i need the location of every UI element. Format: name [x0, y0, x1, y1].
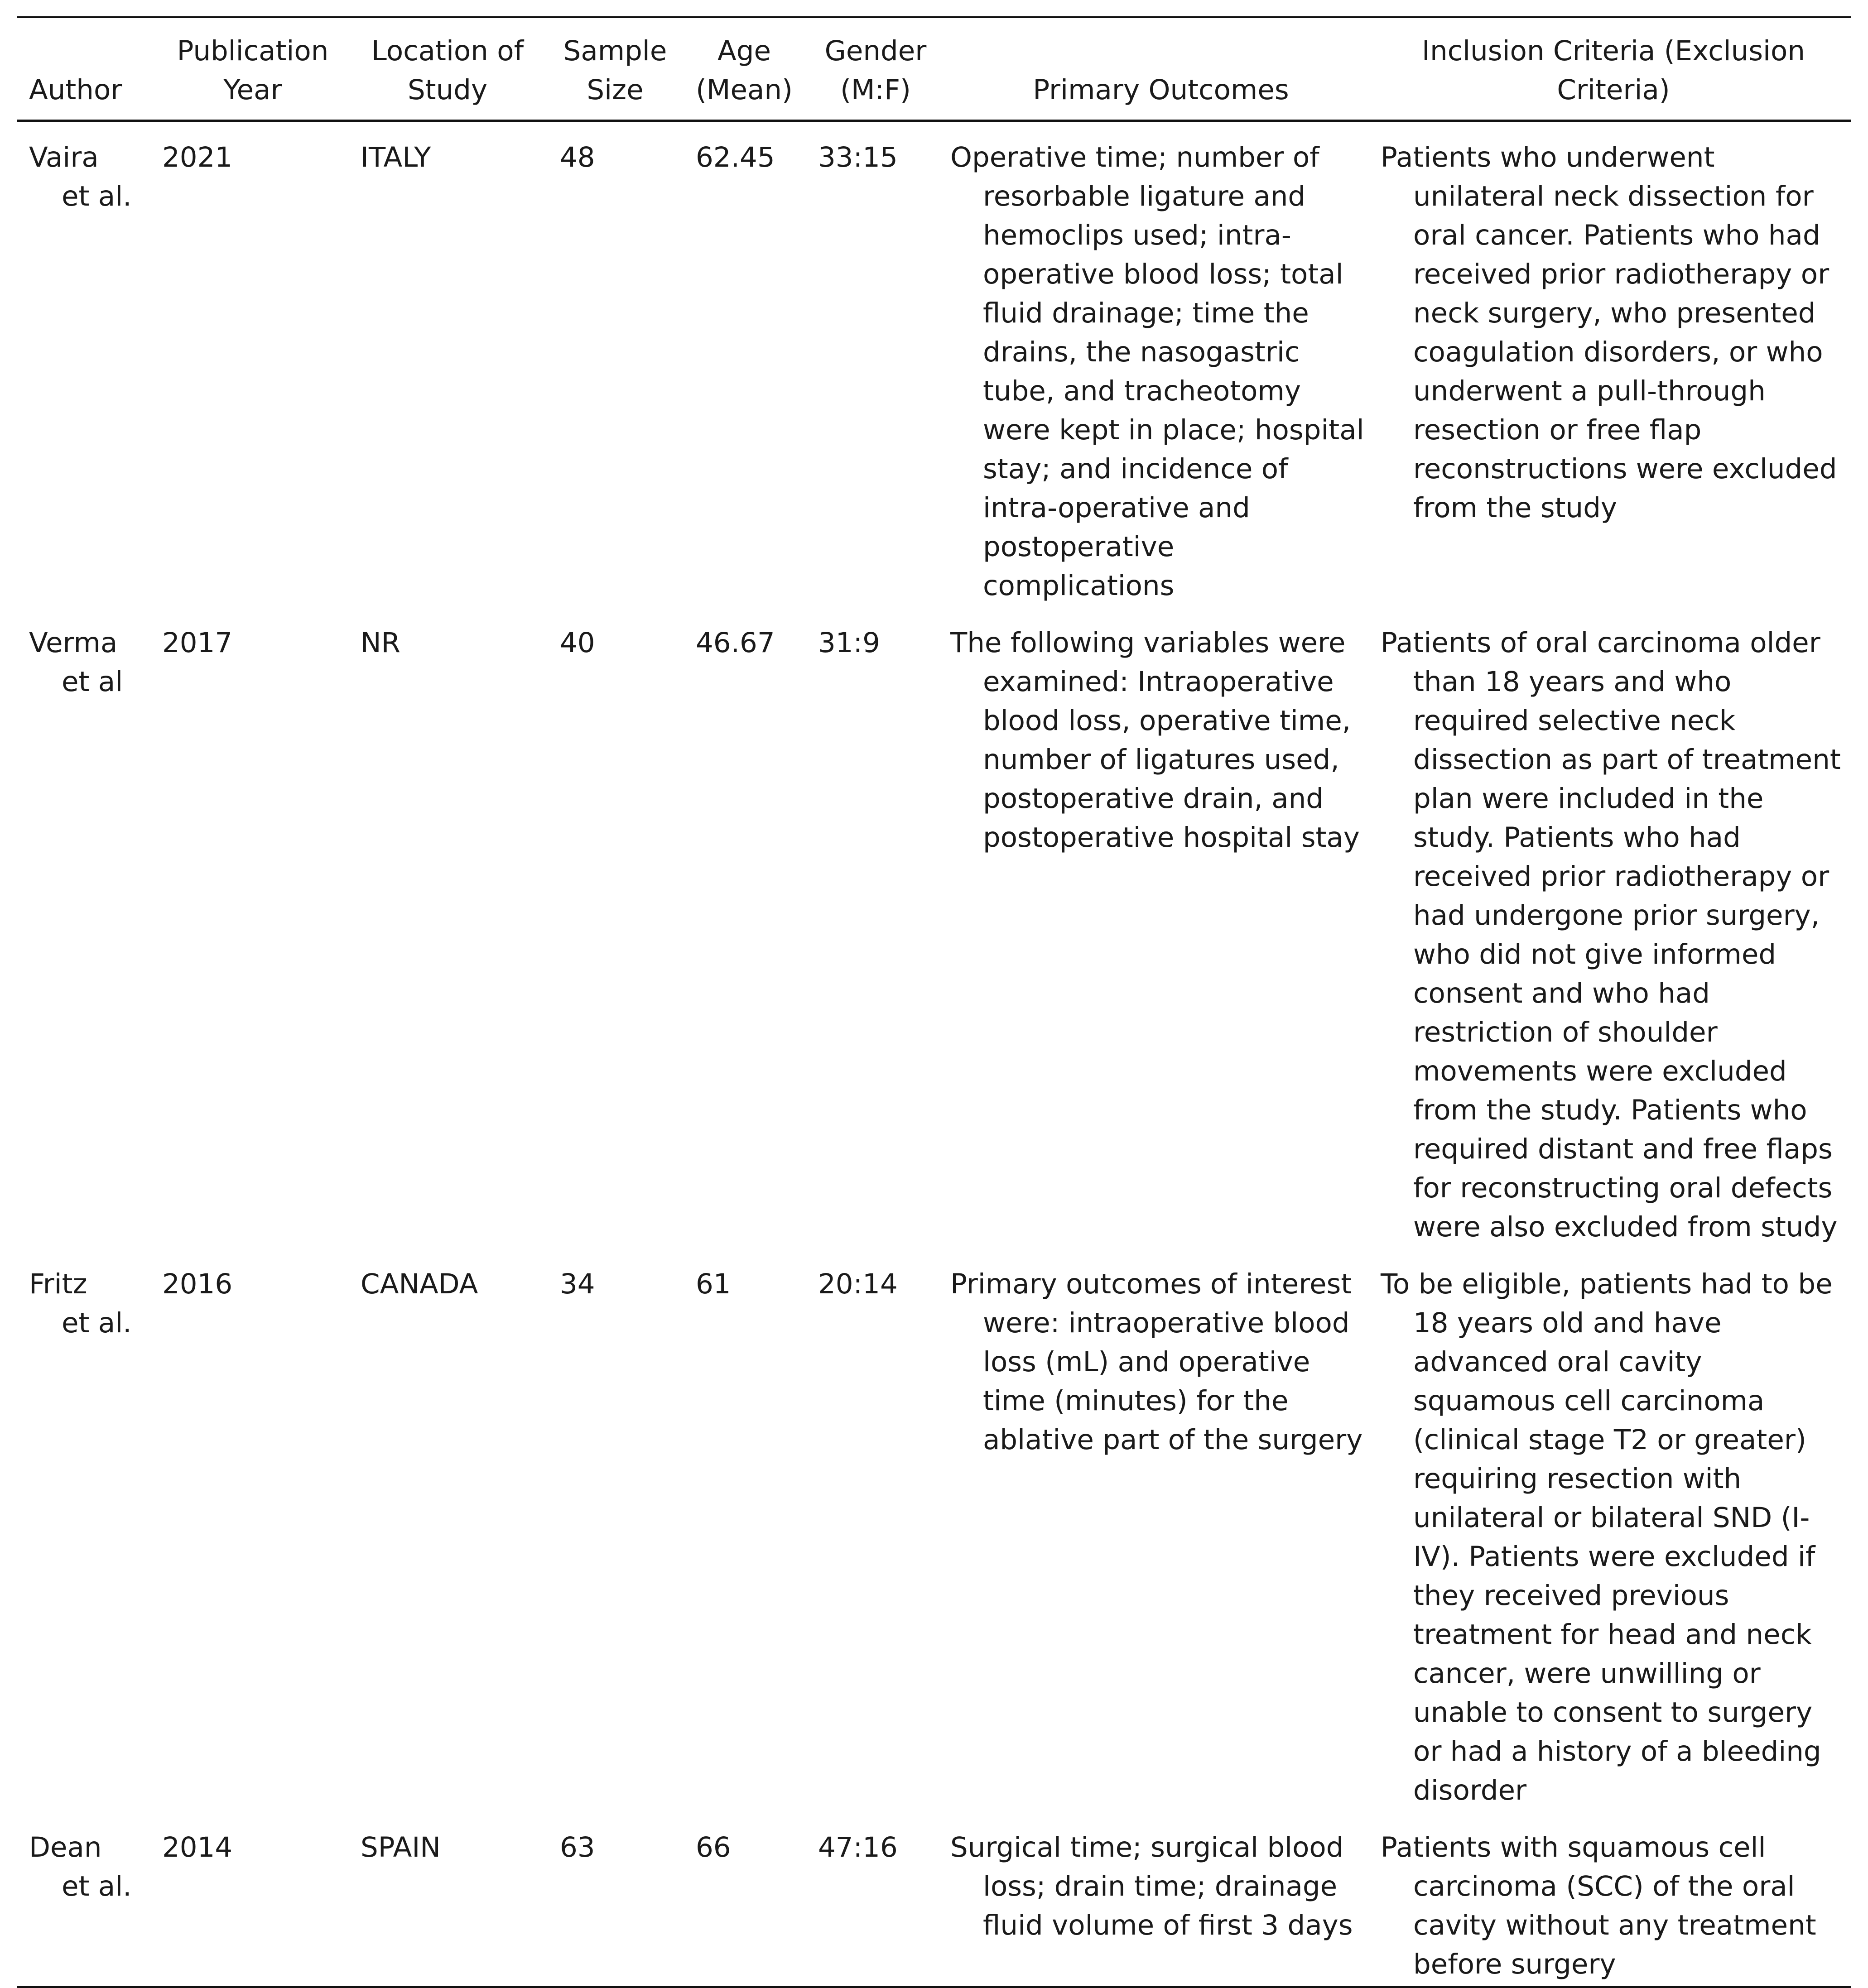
cell-primary-outcomes: Primary outcomes of interest were: intraoperative blood loss (mL) and operative time (minutes) for the ablative part of the surgery	[950, 1268, 1363, 1456]
cell-location: NR	[361, 627, 401, 659]
author-etal: et al.	[62, 1307, 132, 1339]
cell-location: SPAIN	[361, 1831, 441, 1863]
cell-author	[17, 1249, 158, 1812]
header-gender: Gender (M:F)	[824, 35, 927, 106]
study-characteristics-table-container	[17, 16, 1851, 1988]
cell-primary-outcomes: Surgical time; surgical blood loss; drain time; drainage fluid volume of first 3 days	[950, 1831, 1353, 1941]
cell-sample-size: 48	[560, 141, 595, 173]
header-publication-year: Publication Year	[177, 35, 329, 106]
header-age: Age (Mean)	[696, 35, 793, 106]
cell-year: 2016	[162, 1268, 233, 1300]
cell-author	[17, 121, 158, 608]
cell-sample-size: 34	[560, 1268, 595, 1300]
author-name: Dean	[29, 1831, 102, 1863]
author-etal: et al.	[62, 180, 132, 212]
cell-inclusion-criteria: Patients with squamous cell carcinoma (SCC) of the oral cavity without any treatment before surgery	[1381, 1831, 1816, 1980]
cell-inclusion-criteria: To be eligible, patients had to be 18 years old and have advanced oral cavity squamous cell carcinoma (clinical stage T2 or greater) requiring resection with unilateral or bilateral SND (I-IV). Patients were excluded if they received previous treatment for head and neck cancer, were unwilling or unable to consent to surgery or had a history of a bleeding disorder	[1381, 1268, 1833, 1806]
cell-sample-size: 40	[560, 627, 595, 659]
cell-primary-outcomes: The following variables were examined: Intraoperative blood loss, operative time, number of ligatures used, postoperative drain, and postoperative hospital stay	[950, 627, 1360, 854]
header-author: Author	[29, 74, 122, 106]
author-name: Vaira	[29, 141, 99, 173]
table-row	[17, 607, 1851, 1249]
study-characteristics-table	[17, 16, 1851, 1988]
cell-author	[17, 607, 158, 1249]
table-row	[17, 1249, 1851, 1812]
header-inclusion-criteria: Inclusion Criteria (Exclusion Criteria)	[1422, 35, 1805, 106]
cell-gender: 31:9	[818, 627, 880, 659]
cell-age: 46.67	[696, 627, 775, 659]
author-name: Fritz	[29, 1268, 87, 1300]
table-row	[17, 1812, 1851, 1987]
cell-inclusion-criteria: Patients of oral carcinoma older than 18 years and who required selective neck dissection as part of treatment plan were included in the study. Patients who had received prior radiotherapy or had undergone prior surgery, who did not give informed consent and who had restriction of shoulder movements were excluded from the study. Patients who required distant and free flaps for reconstructing oral defects were also excluded from study	[1381, 627, 1841, 1243]
cell-gender: 47:16	[818, 1831, 898, 1863]
cell-year: 2014	[162, 1831, 233, 1863]
author-name: Verma	[29, 627, 118, 659]
cell-gender: 20:14	[818, 1268, 898, 1300]
cell-gender: 33:15	[818, 141, 898, 173]
cell-author	[17, 1812, 158, 1987]
cell-location: ITALY	[361, 141, 431, 173]
table-row	[17, 121, 1851, 608]
cell-location: CANADA	[361, 1268, 478, 1300]
header-location: Location of Study	[371, 35, 524, 106]
author-etal: et al	[62, 666, 123, 698]
cell-year: 2021	[162, 141, 233, 173]
cell-sample-size: 63	[560, 1831, 595, 1863]
cell-age: 62.45	[696, 141, 775, 173]
header-sample-size: Sample Size	[563, 35, 667, 106]
cell-age: 66	[696, 1831, 731, 1863]
author-etal: et al.	[62, 1870, 132, 1902]
cell-primary-outcomes: Operative time; number of resorbable ligature and hemoclips used; intra-operative blood loss; total fluid drainage; time the drains, the nasogastric tube, and tracheotomy were kept in place; hospital stay; and incidence of intra-operative and postoperative complications	[950, 141, 1364, 602]
cell-inclusion-criteria: Patients who underwent unilateral neck dissection for oral cancer. Patients who had received prior radiotherapy or neck surgery, who presented coagulation disorders, or who underwent a pull-through resection or free flap reconstructions were excluded from the study	[1381, 141, 1837, 524]
header-row	[17, 17, 1851, 121]
cell-year: 2017	[162, 627, 233, 659]
header-primary-outcomes: Primary Outcomes	[1033, 74, 1289, 106]
cell-age: 61	[696, 1268, 731, 1300]
